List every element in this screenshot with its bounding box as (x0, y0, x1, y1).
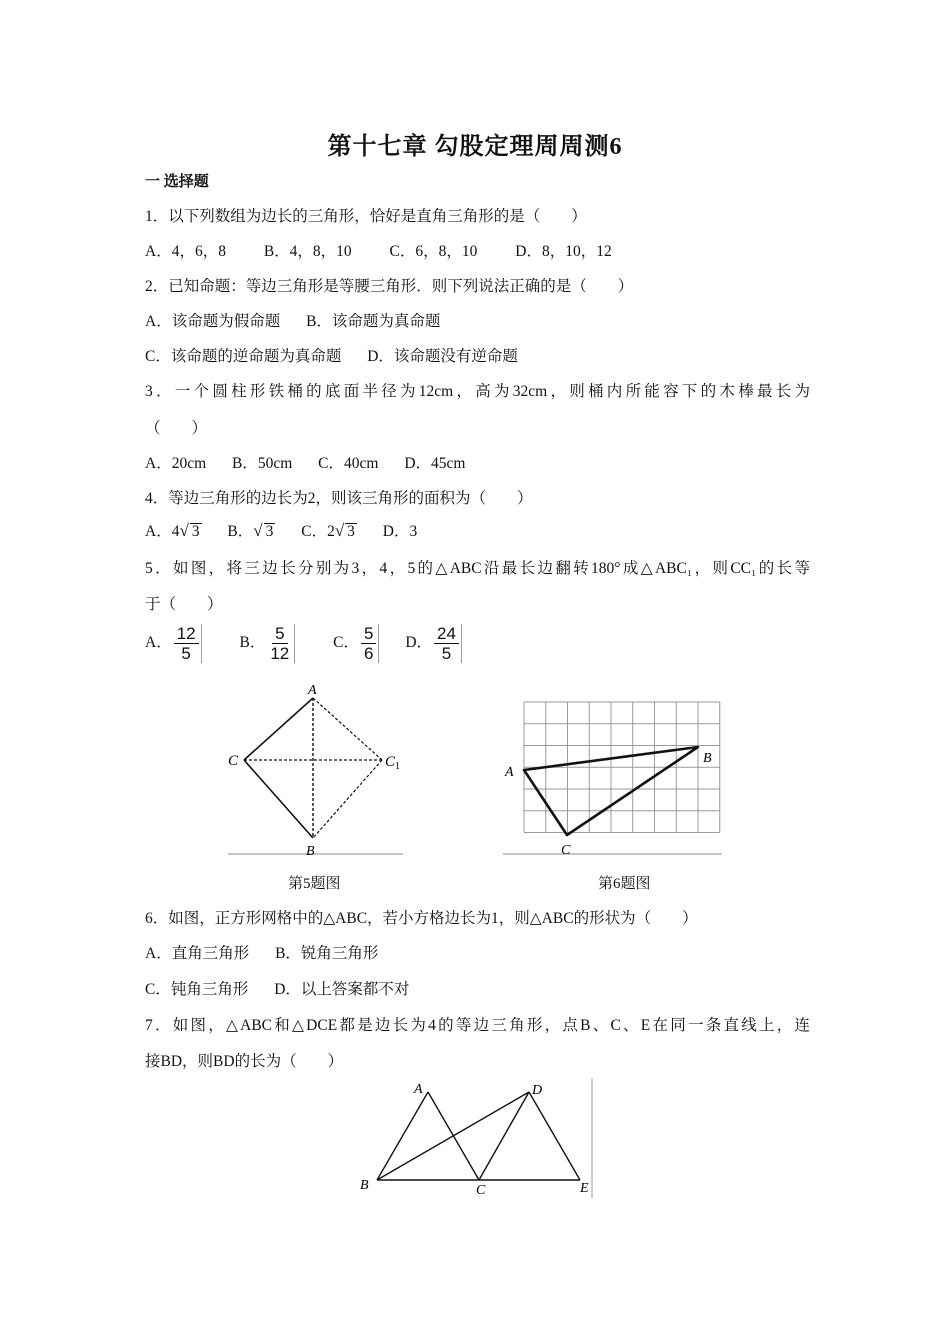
q5-options (145, 624, 462, 663)
fig7-label-e: E (580, 1181, 589, 1196)
fig5-label-a: A (308, 683, 317, 698)
q6-option-a: A．直角三角形 (145, 945, 250, 962)
q2-option-c: C．该命题的逆命题为真命题 (145, 348, 342, 365)
q7-stem-line1: 7．如图，△ABC和△DCE都是边长为4的等边三角形，点B、C、E在同一条直线上，连 (145, 1017, 810, 1034)
q2-options-row2 (145, 344, 518, 366)
fig5-label-b: B (306, 844, 315, 859)
q6-option-d: D．以上答案都不对 (274, 981, 410, 998)
fig7-label-c: C (476, 1183, 486, 1198)
fig5-label-c1: $C_1$ (385, 754, 401, 772)
q4-stem: 4．等边三角形的边长为2，则该三角形的面积为（ ） (145, 490, 533, 507)
fig6-label-a: A (505, 765, 514, 780)
fig7-label-d: D (532, 1083, 543, 1098)
fig6-label-c: C (561, 843, 571, 858)
q4-option-d: D．3 (382, 523, 418, 540)
q3-option-d: D．45cm (404, 455, 466, 472)
q4-option-b: B．√ 3 (227, 521, 274, 540)
q3-option-a: A．20cm (145, 455, 207, 472)
q3-options (145, 451, 465, 473)
fig5-side-ac (244, 698, 313, 760)
q1-option-a: A．4，6，8 (145, 243, 226, 260)
q6-option-c: C．钝角三角形 (145, 981, 249, 998)
q6-options-row2 (145, 977, 409, 999)
page-title: 第十七章 勾股定理周周测6 (327, 134, 623, 160)
q5-option-a: A． $\frac{12}{5}$ (145, 634, 202, 651)
q6-stem: 6．如图，正方形网格中的△ABC，若小方格边长为1，则△ABC的形状为（ ） (145, 910, 698, 927)
section-heading: 一 选择题 (145, 174, 209, 190)
fig6-caption: 第6题图 (598, 876, 651, 892)
q6-options-row1 (145, 941, 378, 963)
q5-option-c: C． $\frac{5}{6}$ (333, 634, 379, 651)
fig7-label-b: B (360, 1178, 369, 1193)
q5-stem-line1: 5．如图，将三边长分别为3，4，5的△ABC沿最长边翻转180°成△ABC₁，则CC₁的长等 (145, 560, 810, 577)
fig5-side-c1b (313, 760, 382, 838)
fig7-label-a: A (414, 1082, 423, 1097)
fig5-side-ac1 (313, 698, 382, 760)
q5-stem-line2: 于（ ） (145, 596, 223, 613)
fig7-side-ba (377, 1092, 428, 1180)
q1-options (145, 239, 612, 261)
fig7-side-cd (479, 1092, 529, 1180)
q4-option-c: C．2√ 3 (301, 521, 355, 540)
q5-option-b: B． $\frac{5}{12}$ (240, 634, 296, 651)
fig5-side-cb (244, 760, 313, 838)
q7-stem-line2: 接BD，则BD的长为（ ） (145, 1053, 344, 1070)
fig7-side-de (529, 1092, 580, 1180)
q3-option-c: C．40cm (318, 455, 379, 472)
figure-6 (500, 694, 730, 860)
q6-option-b: B．锐角三角形 (275, 945, 379, 962)
q4-option-a: A．4√ 3 (145, 521, 200, 540)
q3-option-b: B．50cm (232, 455, 293, 472)
q1-stem: 1．以下列数组为边长的三角形，恰好是直角三角形的是（ ） (145, 208, 587, 225)
q1-option-b: B．4，8，10 (263, 243, 352, 260)
q2-option-d: D．该命题没有逆命题 (367, 348, 518, 365)
q2-options-row1 (145, 309, 440, 331)
q2-option-a: A．该命题为假命题 (145, 313, 281, 330)
fig6-label-b: B (703, 751, 712, 766)
q2-stem: 2．已知命题：等边三角形是等腰三角形．则下列说法正确的是（ ） (145, 278, 634, 295)
figure-5 (220, 678, 410, 860)
q1-option-d: D．8，10，12 (515, 243, 612, 260)
fig5-caption: 第5题图 (288, 876, 341, 892)
q1-option-c: C．6，8，10 (389, 243, 478, 260)
fig5-label-c: C (228, 753, 239, 769)
q4-options (145, 519, 417, 541)
q2-option-b: B．该命题为真命题 (306, 313, 441, 330)
figure-7 (354, 1076, 600, 1200)
q3-stem-line2: （ ） (145, 420, 208, 437)
q3-stem-line1: 3．一个圆柱形铁桶的底面半径为12cm，高为32cm，则桶内所能容下的木棒最长为 (145, 383, 810, 400)
fig7-segment-bd (377, 1092, 529, 1180)
q5-option-d: D． $\frac{24}{5}$ (405, 634, 462, 651)
